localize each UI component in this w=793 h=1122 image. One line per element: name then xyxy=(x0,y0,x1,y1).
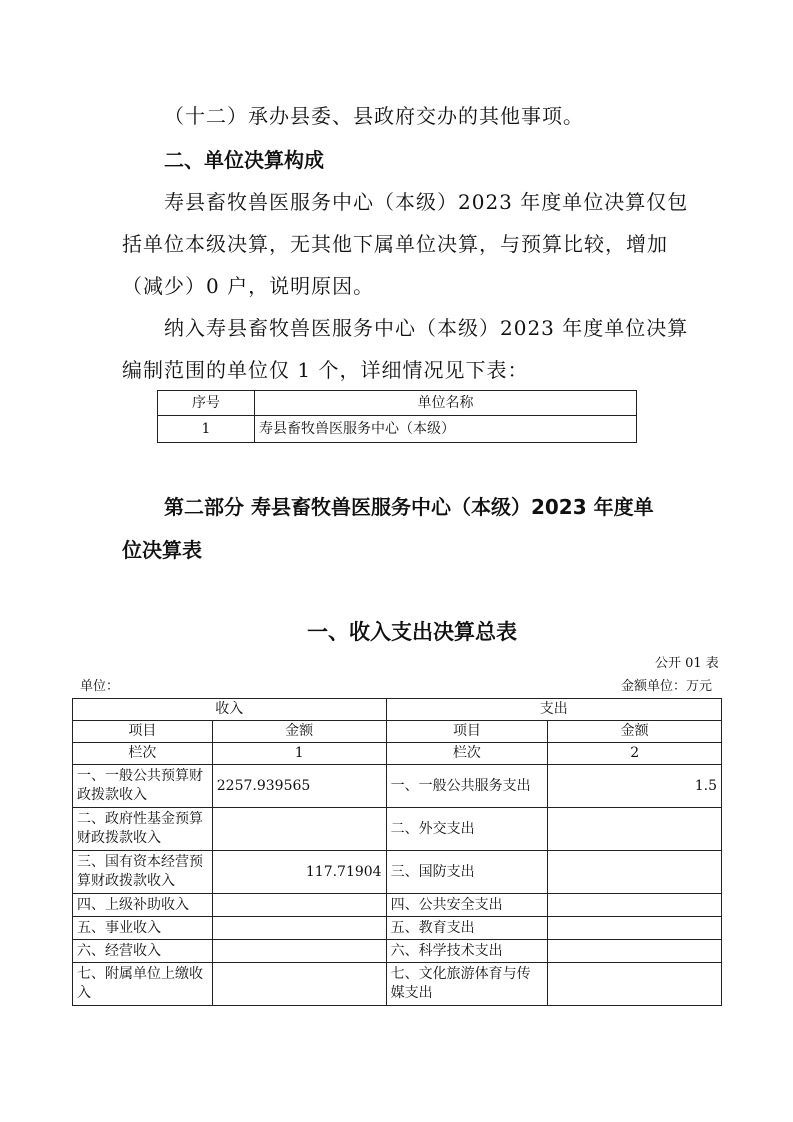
expense-amount xyxy=(548,808,722,851)
section-heading: 二、单位决算构成 xyxy=(164,148,324,172)
paragraph-line: 寿县畜牧兽医服务中心（本级）2023 年度单位决算仅包 xyxy=(164,190,689,214)
income-item: 二、政府性基金预算财政拨款收入 xyxy=(73,808,213,851)
income-amount: 117.71904 xyxy=(212,851,386,894)
expense-amount: 1.5 xyxy=(548,765,722,808)
income-item: 四、上级补助收入 xyxy=(73,894,213,917)
income-amount xyxy=(212,808,386,851)
col-header-amount: 金额 xyxy=(548,721,722,743)
unit-label: 单位： xyxy=(80,679,120,694)
table-header-cell: 单位名称 xyxy=(255,391,637,416)
expense-item: 二、外交支出 xyxy=(386,808,548,851)
income-amount xyxy=(212,894,386,917)
table-row xyxy=(73,963,722,1006)
income-item: 六、经营收入 xyxy=(73,940,213,963)
table-row xyxy=(73,851,722,894)
expense-amount xyxy=(548,917,722,940)
col-header-item: 项目 xyxy=(386,721,548,743)
paragraph-line: 括单位本级决算，无其他下属单位决算，与预算比较，增加 xyxy=(122,232,668,256)
col-header-item: 项目 xyxy=(73,721,213,743)
form-number: 公开 01 表 xyxy=(655,656,719,671)
table-header-cell: 序号 xyxy=(158,391,255,416)
income-item: 七、附属单位上缴收入 xyxy=(73,963,213,1006)
income-item: 五、事业收入 xyxy=(73,917,213,940)
income-item: 三、国有资本经营预算财政拨款收入 xyxy=(73,851,213,894)
income-expense-summary-table xyxy=(72,698,722,1006)
table-row xyxy=(158,416,637,443)
income-amount xyxy=(212,940,386,963)
table-row xyxy=(73,940,722,963)
col-header-amount: 金额 xyxy=(212,721,386,743)
unit-table xyxy=(157,390,637,443)
expense-header: 支出 xyxy=(386,699,721,721)
paragraph-line: 编制范围的单位仅 1 个，详细情况见下表： xyxy=(122,358,529,382)
paragraph-line: 纳入寿县畜牧兽医服务中心（本级）2023 年度单位决算 xyxy=(164,316,689,340)
income-amount xyxy=(212,917,386,940)
expense-item: 六、科学技术支出 xyxy=(386,940,548,963)
paragraph-line: （减少）0 户，说明原因。 xyxy=(122,274,375,298)
part-title-line: 第二部分 寿县畜牧兽医服务中心（本级）2023 年度单 xyxy=(164,495,654,519)
income-item: 一、一般公共预算财政拨款收入 xyxy=(73,765,213,808)
expense-item: 一、一般公共服务支出 xyxy=(386,765,548,808)
expense-item: 五、教育支出 xyxy=(386,917,548,940)
table-row xyxy=(73,894,722,917)
expense-item: 三、国防支出 xyxy=(386,851,548,894)
expense-amount xyxy=(548,851,722,894)
item-12-text: （十二）承办县委、县政府交办的其他事项。 xyxy=(164,104,584,128)
income-header: 收入 xyxy=(73,699,387,721)
table-title: 一、收入支出决算总表 xyxy=(307,620,517,644)
income-amount: 2257.939565 xyxy=(212,765,386,808)
column-number: 1 xyxy=(212,743,386,765)
income-amount xyxy=(212,963,386,1006)
expense-amount xyxy=(548,894,722,917)
amount-unit-label: 金额单位：万元 xyxy=(621,679,713,694)
part-title-line: 位决算表 xyxy=(122,538,202,562)
table-row xyxy=(73,765,722,808)
table-cell: 1 xyxy=(158,416,255,443)
column-number: 2 xyxy=(548,743,722,765)
expense-item: 四、公共安全支出 xyxy=(386,894,548,917)
expense-amount xyxy=(548,940,722,963)
expense-amount xyxy=(548,963,722,1006)
table-row xyxy=(73,808,722,851)
expense-item: 七、文化旅游体育与传媒支出 xyxy=(386,963,548,1006)
table-row xyxy=(73,917,722,940)
column-number-label: 栏次 xyxy=(73,743,213,765)
column-number-label: 栏次 xyxy=(386,743,548,765)
table-cell: 寿县畜牧兽医服务中心（本级） xyxy=(255,416,637,443)
